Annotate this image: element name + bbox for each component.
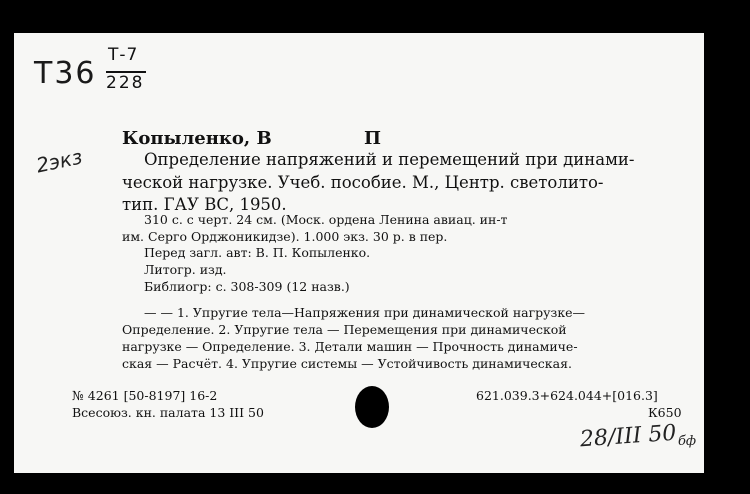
subject-line-4: ская — Расчёт. 4. Упругие системы — Устойчивость динамическая. <box>122 356 572 371</box>
udc-index: 621.039.3+624.044+[016.3] <box>476 388 658 403</box>
handwritten-initials: бф <box>678 434 697 449</box>
class-mark: П <box>364 128 381 149</box>
handwritten-date: 28/III 50 <box>579 420 678 453</box>
shelf-mark: Т36 <box>34 56 97 91</box>
subject-line-1: — — 1. Упругие тела—Напряжения при динамической нагрузке— <box>144 305 586 320</box>
note-bibliography: Библиогр: с. 308-309 (12 назв.) <box>144 279 350 294</box>
imprint-line-1: 310 с. с черт. 24 см. (Моск. ордена Ленина авиац. ин-т <box>144 212 508 227</box>
subject-line-3: нагрузке — Определение. 3. Детали машин — Прочность динамиче- <box>122 339 578 354</box>
shelf-fraction-bottom: 228 <box>106 73 145 93</box>
record-number: № 4261 [50-8197] 16-2 <box>72 388 218 403</box>
imprint-line-2: им. Серго Орджоникидзе). 1.000 экз. 30 р. в пер. <box>122 229 448 244</box>
catalog-card <box>14 33 704 473</box>
note-lithograph: Литогр. изд. <box>144 262 227 277</box>
shelf-fraction-top: Т-7 <box>108 45 139 65</box>
title-line-2: ческой нагрузке. Учеб. пособие. М., Центр. светолито- <box>122 173 604 192</box>
subject-line-2: Определение. 2. Упругие тела — Перемещения при динамической <box>122 322 567 337</box>
title-line-3: тип. ГАУ ВС, 1950. <box>122 195 287 214</box>
book-chamber: Всесоюз. кн. палата 13 III 50 <box>72 405 264 420</box>
author-heading: Копыленко, В <box>122 128 272 149</box>
author-sign: К650 <box>648 405 682 420</box>
note-author-before-title: Перед загл. авт: В. П. Копыленко. <box>144 245 371 260</box>
punch-hole <box>355 386 389 428</box>
handwritten-copies-note: 2экз <box>34 144 85 178</box>
title-line-1: Определение напряжений и перемещений при динами- <box>144 150 635 169</box>
